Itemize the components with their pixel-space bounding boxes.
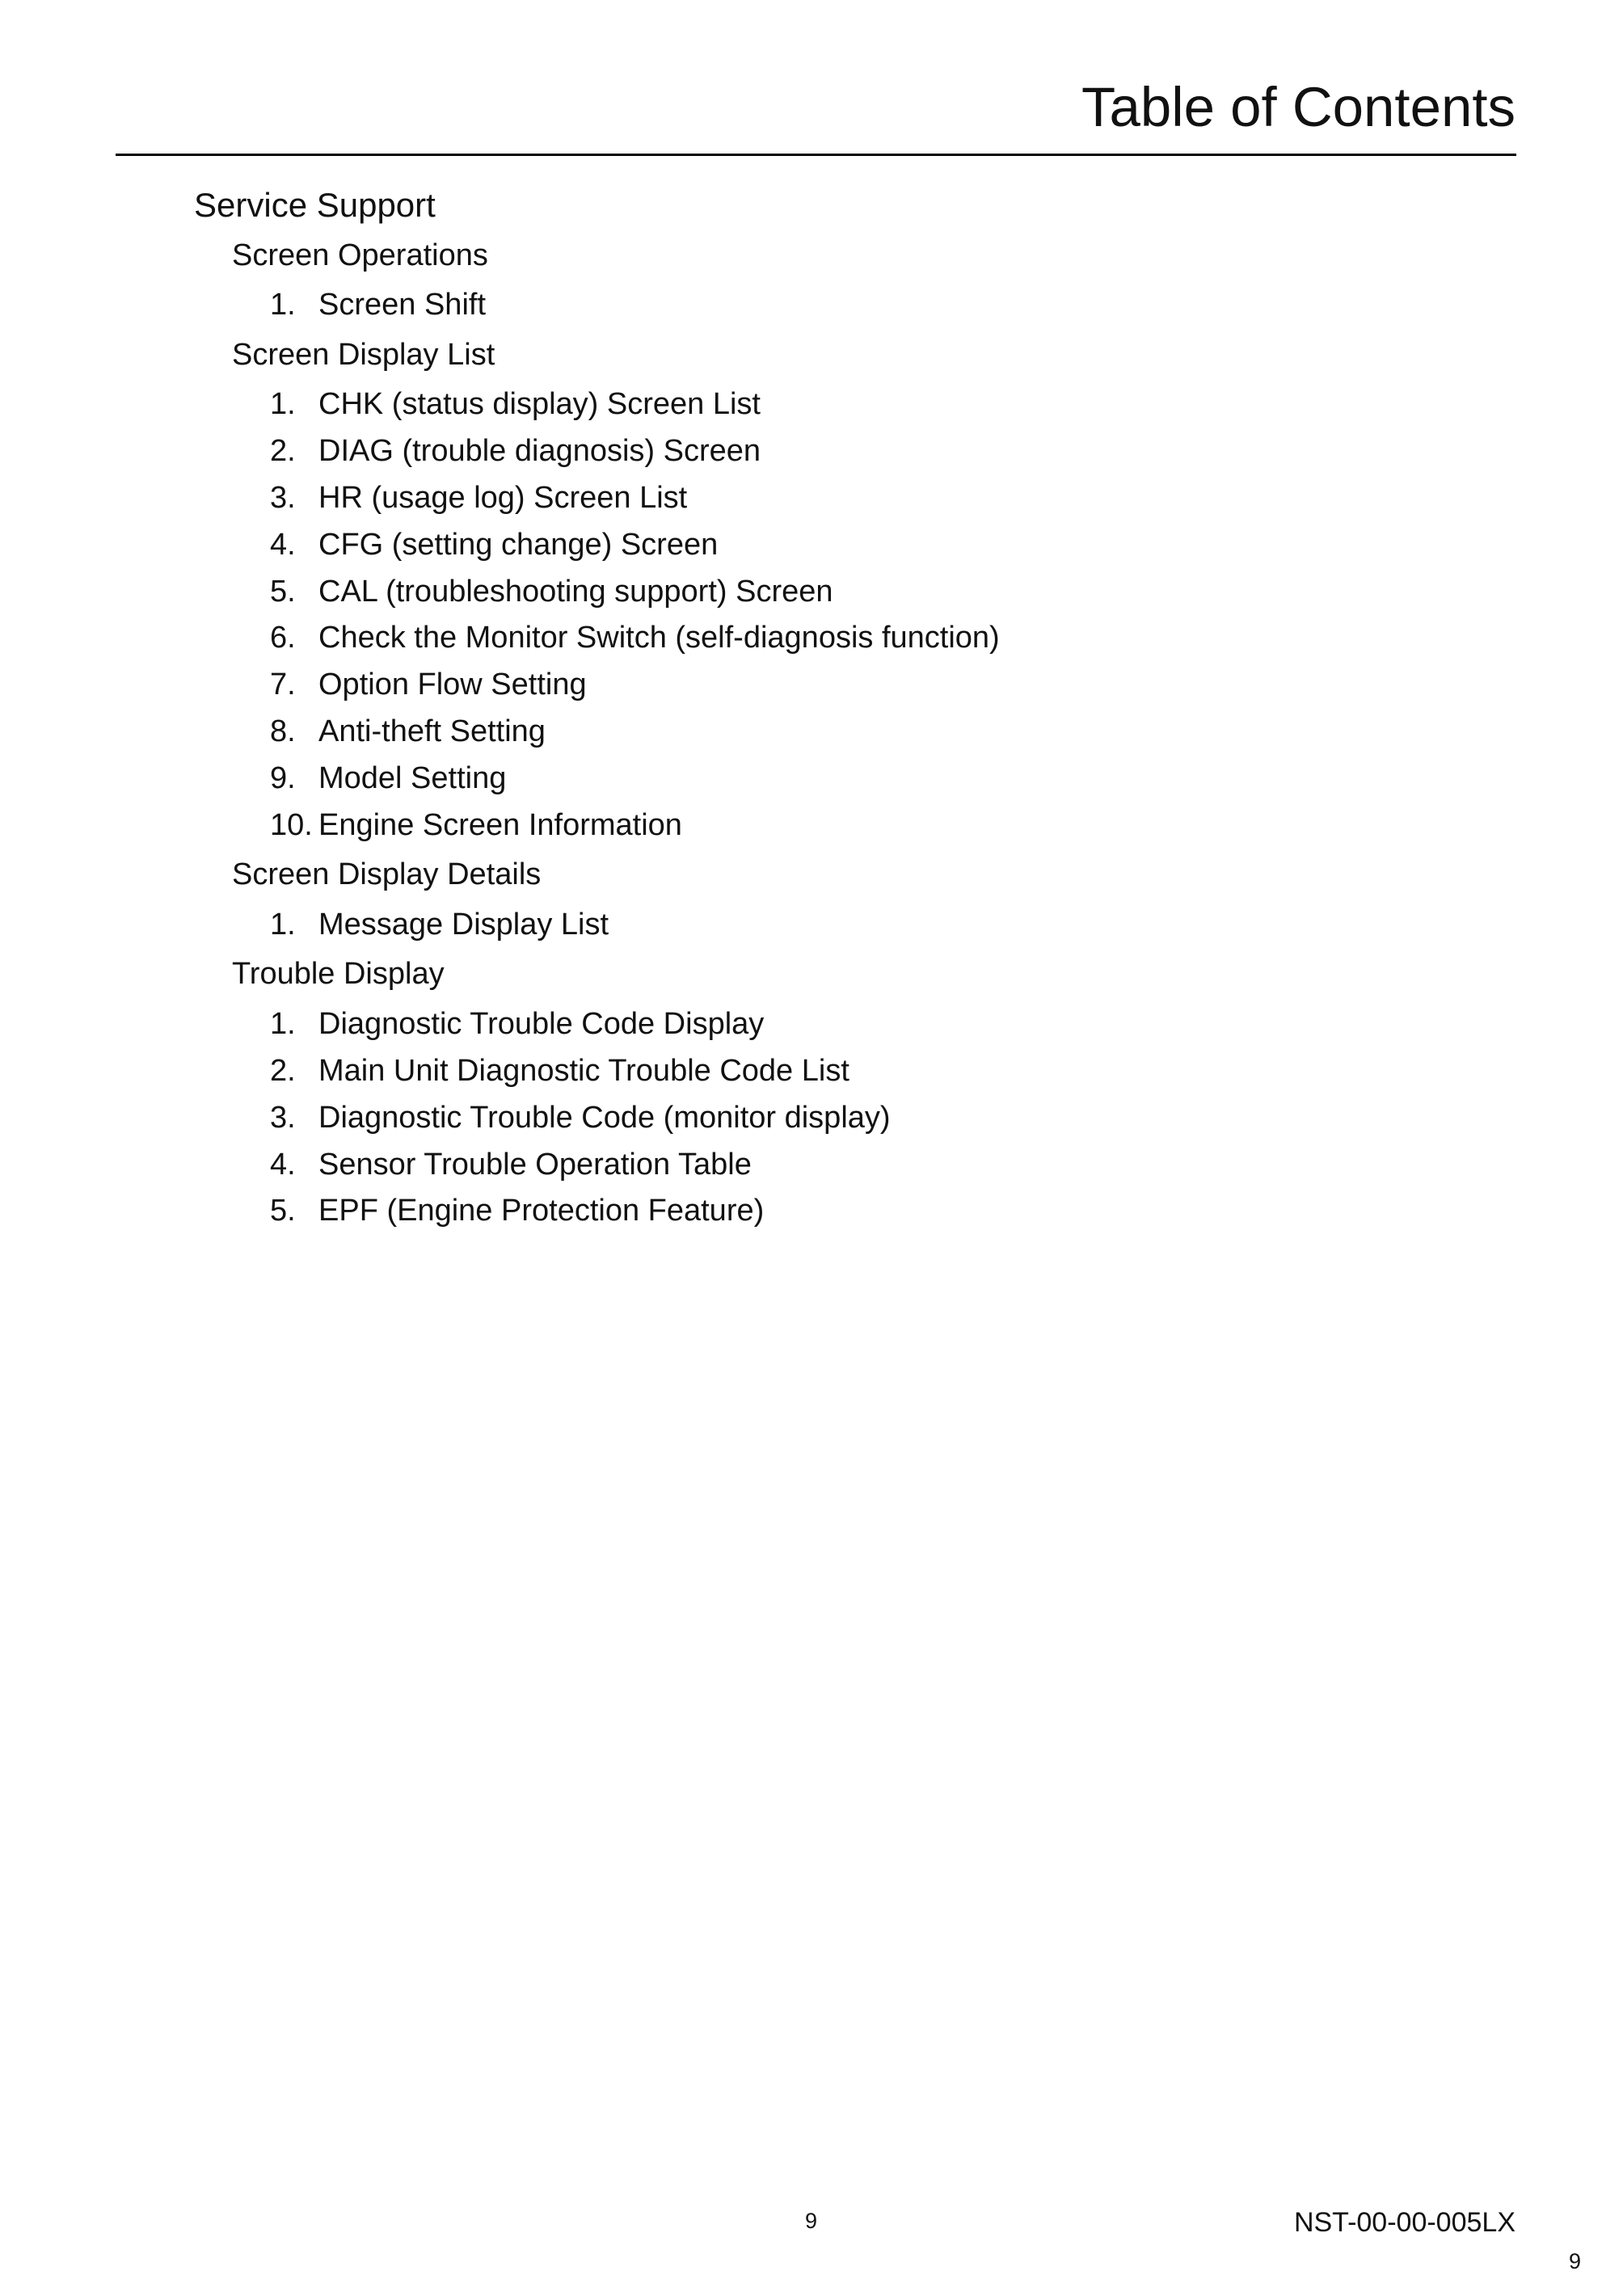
toc-chapter-screen-operations[interactable]: Screen Operations bbox=[232, 238, 488, 272]
toc-item-text: Main Unit Diagnostic Trouble Code List bbox=[318, 1054, 849, 1088]
toc-item-number: 8. bbox=[270, 714, 296, 748]
page-title: Table of Contents bbox=[1081, 76, 1516, 138]
toc-item-number: 4. bbox=[270, 1148, 296, 1182]
toc-item-text: Check the Monitor Switch (self-diagnosis function) bbox=[318, 621, 1000, 655]
toc-item-number: 3. bbox=[270, 1101, 296, 1135]
toc-chapter-trouble-display[interactable]: Trouble Display bbox=[232, 957, 445, 991]
toc-item-text: Sensor Trouble Operation Table bbox=[318, 1148, 752, 1182]
toc-item[interactable] bbox=[270, 569, 833, 614]
toc-item[interactable] bbox=[270, 1048, 849, 1093]
toc-item-text: Engine Screen Information bbox=[318, 808, 682, 842]
toc-item[interactable] bbox=[270, 475, 688, 520]
toc-chapter-screen-display-details[interactable]: Screen Display Details bbox=[232, 857, 542, 891]
toc-item[interactable] bbox=[270, 1188, 765, 1233]
toc-item-number: 7. bbox=[270, 668, 296, 701]
footer-corner-page-number: 9 bbox=[1568, 2249, 1581, 2273]
toc-item-number: 5. bbox=[270, 1194, 296, 1228]
toc-item-number: 1. bbox=[270, 908, 296, 942]
toc-item-text: Screen Shift bbox=[318, 288, 486, 322]
toc-item-number: 6. bbox=[270, 621, 296, 655]
toc-item-text: Option Flow Setting bbox=[318, 668, 587, 701]
toc-item[interactable] bbox=[270, 1142, 752, 1187]
footer-page-number: 9 bbox=[805, 2209, 818, 2233]
toc-item-text: EPF (Engine Protection Feature) bbox=[318, 1194, 765, 1228]
toc-item-text: DIAG (trouble diagnosis) Screen bbox=[318, 434, 761, 468]
toc-item-number: 2. bbox=[270, 1054, 296, 1088]
toc-section-heading[interactable]: Service Support bbox=[194, 186, 436, 224]
toc-item-text: Model Setting bbox=[318, 761, 507, 795]
toc-item[interactable] bbox=[270, 662, 587, 707]
toc-item-text: Message Display List bbox=[318, 908, 609, 942]
toc-item-number: 9. bbox=[270, 761, 296, 795]
toc-item-number: 1. bbox=[270, 387, 296, 421]
toc-item[interactable] bbox=[270, 1095, 891, 1140]
toc-item[interactable] bbox=[270, 381, 761, 427]
toc-item-text: CHK (status display) Screen List bbox=[318, 387, 761, 421]
toc-item-number: 5. bbox=[270, 575, 296, 609]
title-divider bbox=[116, 154, 1516, 156]
toc-item[interactable] bbox=[270, 756, 507, 801]
toc-item-text: CFG (setting change) Screen bbox=[318, 528, 719, 562]
toc-item[interactable] bbox=[270, 522, 719, 567]
toc-item[interactable] bbox=[270, 803, 682, 848]
toc-item[interactable] bbox=[270, 709, 546, 754]
toc-item[interactable] bbox=[270, 1001, 765, 1047]
toc-chapter-screen-display-list[interactable]: Screen Display List bbox=[232, 338, 495, 372]
toc-item-text: HR (usage log) Screen List bbox=[318, 481, 688, 515]
toc-item-text: Anti-theft Setting bbox=[318, 714, 546, 748]
toc-item[interactable] bbox=[270, 615, 1000, 660]
footer-document-code: NST-00-00-005LX bbox=[1293, 2207, 1516, 2238]
toc-item-number: 3. bbox=[270, 481, 296, 515]
toc-item[interactable] bbox=[270, 282, 486, 327]
toc-item[interactable] bbox=[270, 902, 609, 947]
toc-item-text: Diagnostic Trouble Code Display bbox=[318, 1007, 765, 1041]
toc-item-number: 2. bbox=[270, 434, 296, 468]
toc-item-number: 1. bbox=[270, 1007, 296, 1041]
toc-item-number: 4. bbox=[270, 528, 296, 562]
toc-item-number: 10. bbox=[270, 808, 313, 842]
toc-item-text: CAL (troubleshooting support) Screen bbox=[318, 575, 833, 609]
toc-item-number: 1. bbox=[270, 288, 296, 322]
toc-item[interactable] bbox=[270, 428, 761, 474]
toc-item-text: Diagnostic Trouble Code (monitor display) bbox=[318, 1101, 891, 1135]
